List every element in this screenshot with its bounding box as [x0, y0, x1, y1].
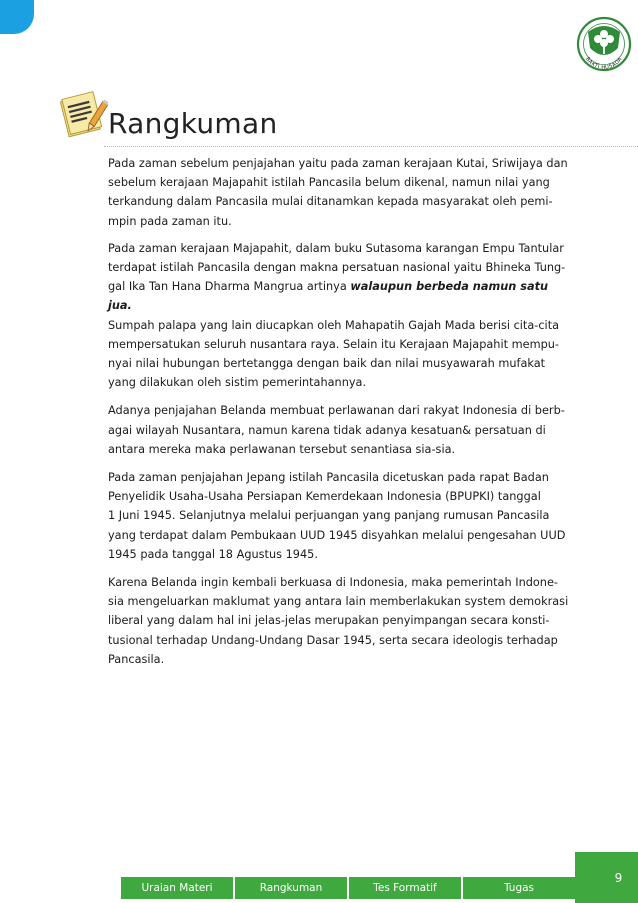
notepad-pencil-icon: [56, 88, 108, 140]
footer-navigation: [121, 877, 575, 899]
title-divider: [104, 146, 638, 147]
paragraph-1: Pada zaman sebelum penjajahan yaitu pada zaman kerajaan Kutai, Sriwijaya dan sebelum kerajaan Majapahit istilah Pancasila belum dikenal, namun nilai yang terkandung dalam Pancasila mulai ditanamkan kepada masyarakat oleh pemi- mpin pada zaman itu.: [108, 157, 568, 228]
corner-tab: [0, 0, 34, 34]
summary-content: [108, 154, 570, 678]
page-number: 9: [614, 870, 623, 885]
page-number-block: [575, 852, 638, 903]
footer-tab-tes-formatif[interactable]: Tes Formatif: [349, 877, 463, 899]
footer-tab-rangkuman[interactable]: Rangkuman: [235, 877, 349, 899]
section-title: Rangkuman: [108, 107, 278, 140]
bakti-husada-logo: [574, 8, 634, 86]
paragraph-3: Adanya penjajahan Belanda membuat perlawanan dari rakyat Indonesia di berb- agai wilayah Nusantara, namun karena tidak adanya kesatuan& persatuan di antara mereka maka perlawanan tersebut senantiasa sia-sia.: [108, 404, 565, 456]
paragraph-2: Pada zaman kerajaan Majapahit, dalam buku Sutasoma karangan Empu Tantular terdapat istilah Pancasila dengan makna persatuan nasional yaitu Bhineka Tung- gal Ika Tan Hana Dharma Mangrua artinya walaupun berbeda namun satu jua. Sumpah palapa yang lain diucapkan oleh Mahapatih Gajah Mada berisi cita-cita mempersatukan seluruh nusantara raya. Selain itu Kerajaan Majapahit mempu- nyai nilai hubungan bertetangga dengan baik dan nilai musyawarah mufakat yang dilakukan oleh sistim pemerintahannya.: [108, 241, 566, 390]
svg-text:BAKTI HUSADA: BAKTI HUSADA: [584, 56, 624, 72]
emphasized-phrase: walaupun berbeda namun satu jua.: [108, 280, 549, 313]
paragraph-4: Pada zaman penjajahan Jepang istilah Pancasila dicetuskan pada rapat Badan Penyelidik Usaha-Usaha Persiapan Kemerdekaan Indonesia (BPUPKI) tanggal 1 Juni 1945. Selanjutnya melalui perjuangan yang panjang rumusan Pancasila yang terdapat dalam Pembukaan UUD 1945 disyahkan melalui pengesahan UUD 1945 pada tanggal 18 Agustus 1945.: [108, 471, 566, 561]
paragraph-5: Karena Belanda ingin kembali berkuasa di Indonesia, maka pemerintah Indone- sia mengeluarkan maklumat yang antara lain memberlakukan system demokrasi liberal yang dalam hal ini jelas-jelas merupakan penyimpangan secara konsti- tusional terhadap Undang-Undang Dasar 1945, serta secara ideologis terhadap Pancasila.: [108, 576, 569, 666]
footer-tab-uraian-materi[interactable]: Uraian Materi: [121, 877, 235, 899]
footer-tab-tugas[interactable]: Tugas: [503, 882, 535, 894]
